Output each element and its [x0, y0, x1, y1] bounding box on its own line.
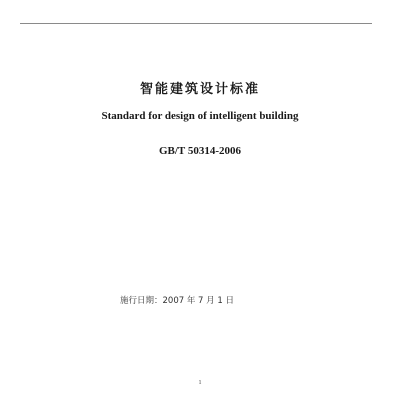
release-date-line — [120, 245, 234, 261]
effective-date-line: 施行日期：2007 年 7 月 1 日 — [120, 296, 234, 306]
running-header — [20, 7, 362, 23]
page-number: 1 — [198, 380, 202, 386]
document-title-cn: 智能建筑设计标准 — [139, 82, 260, 97]
approving-department-line — [120, 277, 234, 293]
standard-number: GB/T 50314-2006 — [158, 145, 241, 157]
header-rule — [20, 23, 372, 24]
chief-department-line — [120, 261, 234, 277]
issue-info-block — [120, 245, 234, 309]
document-title-en: Standard for design of intelligent building — [101, 110, 299, 122]
